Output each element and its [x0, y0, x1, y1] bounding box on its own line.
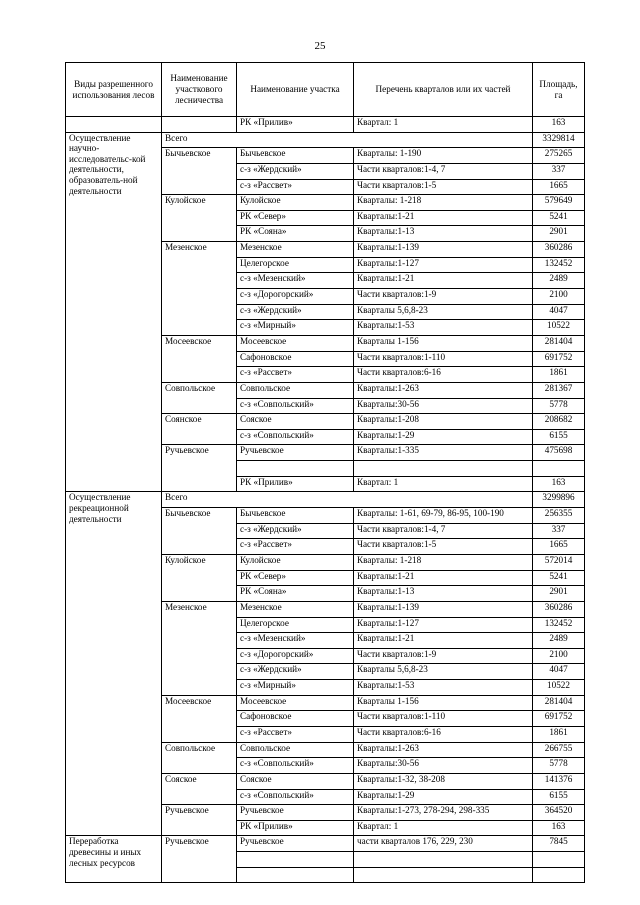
cell-kind: Осуществление рекреационной деятельности	[66, 492, 162, 836]
cell-quarters: Кварталы:1-335	[354, 445, 533, 461]
cell-site: Бычьевское	[237, 508, 354, 524]
cell-area: 1665	[533, 539, 585, 555]
cell-area: 5241	[533, 570, 585, 586]
cell-quarters: Квартал: 1	[354, 476, 533, 492]
cell-quarters: Кварталы:1-53	[354, 680, 533, 696]
cell-quarters: Части кварталов:6-16	[354, 367, 533, 383]
cell-site: с-з «Мирный»	[237, 680, 354, 696]
header-row	[66, 63, 585, 117]
cell-quarters: Части кварталов:1-4, 7	[354, 163, 533, 179]
cell-site: РК «Сояна»	[237, 586, 354, 602]
cell-area: 7845	[533, 836, 585, 852]
cell-area	[533, 852, 585, 868]
cell-site: РК «Север»	[237, 210, 354, 226]
cell-forestry: Бычьевское	[162, 508, 237, 555]
cell-area: 266755	[533, 742, 585, 758]
cell-quarters: Кварталы: 1-218	[354, 554, 533, 570]
cell-area: 275265	[533, 148, 585, 164]
cell-quarters: Части кварталов:1-5	[354, 179, 533, 195]
cell-quarters: Части кварталов:6-16	[354, 726, 533, 742]
cell-area: 3299896	[533, 492, 585, 508]
cell-area: 1665	[533, 179, 585, 195]
cell-quarters: Кварталы:1-53	[354, 320, 533, 336]
cell-quarters: Кварталы:1-29	[354, 429, 533, 445]
cell-site: РК «Север»	[237, 570, 354, 586]
cell-site: с-з «Жердский»	[237, 664, 354, 680]
cell-area: 337	[533, 523, 585, 539]
cell-area: 572014	[533, 554, 585, 570]
header-forestry: Наименование участкового лесничества	[162, 63, 237, 117]
header-area: Площадь, га	[533, 63, 585, 117]
cell-area: 163	[533, 476, 585, 492]
cell-quarters: Квартал: 1	[354, 820, 533, 836]
cell-area: 132452	[533, 257, 585, 273]
cell-area: 5241	[533, 210, 585, 226]
cell-site: Сафоновское	[237, 351, 354, 367]
cell-site: с-з «Дорогорский»	[237, 648, 354, 664]
cell-area: 364520	[533, 805, 585, 821]
cell-site: Сояское	[237, 414, 354, 430]
cell-area: 163	[533, 117, 585, 133]
cell-site: Сояское	[237, 773, 354, 789]
cell-area: 691752	[533, 351, 585, 367]
table-row	[66, 836, 585, 852]
cell-forestry: Соянское	[162, 414, 237, 445]
cell-area: 132452	[533, 617, 585, 633]
forest-use-table	[65, 62, 585, 883]
cell-area: 2901	[533, 226, 585, 242]
cell-forestry: Сояское	[162, 773, 237, 804]
table-row	[66, 132, 585, 148]
cell-quarters: Кварталы:1-29	[354, 789, 533, 805]
cell-site: РК «Прилив»	[237, 117, 354, 133]
cell-forestry	[162, 117, 237, 133]
cell-quarters: Части кварталов:1-4, 7	[354, 523, 533, 539]
cell-area: 5778	[533, 398, 585, 414]
header-site: Наименование участка	[237, 63, 354, 117]
cell-forestry: Кулойское	[162, 554, 237, 601]
cell-quarters: Кварталы:1-13	[354, 586, 533, 602]
cell-site: Мосеевское	[237, 335, 354, 351]
cell-site: Сафоновское	[237, 711, 354, 727]
cell-area: 360286	[533, 601, 585, 617]
cell-quarters	[354, 461, 533, 477]
table-row	[66, 117, 585, 133]
cell-area: 579649	[533, 195, 585, 211]
cell-area: 2100	[533, 289, 585, 305]
cell-quarters: Части кварталов:1-5	[354, 539, 533, 555]
cell-site	[237, 461, 354, 477]
cell-quarters: Кварталы:1-21	[354, 570, 533, 586]
cell-site: РК «Прилив»	[237, 820, 354, 836]
cell-kind	[66, 117, 162, 133]
cell-site: с-з «Мезенский»	[237, 273, 354, 289]
cell-area: 10522	[533, 320, 585, 336]
cell-site: с-з «Жердский»	[237, 523, 354, 539]
cell-kind: Переработка древесины и иных лесных ресурсов	[66, 836, 162, 883]
cell-quarters: Кварталы 5,6,8-23	[354, 304, 533, 320]
cell-site: Ручьевское	[237, 836, 354, 852]
cell-site: Ручьевское	[237, 445, 354, 461]
cell-site: с-з «Мезенский»	[237, 633, 354, 649]
cell-quarters: Кварталы: 1-218	[354, 195, 533, 211]
cell-forestry: Ручьевское	[162, 805, 237, 836]
cell-site: Целегорское	[237, 617, 354, 633]
cell-area: 475698	[533, 445, 585, 461]
cell-area: 281367	[533, 382, 585, 398]
cell-quarters: Кварталы:1-13	[354, 226, 533, 242]
cell-site: Кулойское	[237, 554, 354, 570]
cell-area: 360286	[533, 242, 585, 258]
cell-area: 3329814	[533, 132, 585, 148]
cell-quarters: Кварталы:30-56	[354, 398, 533, 414]
cell-quarters: Части кварталов:1-110	[354, 711, 533, 727]
cell-quarters: Кварталы:1-139	[354, 242, 533, 258]
cell-area: 208682	[533, 414, 585, 430]
cell-quarters: Кварталы: 1-190	[354, 148, 533, 164]
cell-area: 141376	[533, 773, 585, 789]
cell-quarters: Кварталы:1-127	[354, 617, 533, 633]
cell-forestry: Мезенское	[162, 242, 237, 336]
cell-quarters: Кварталы 5,6,8-23	[354, 664, 533, 680]
cell-site: с-з «Совпольский»	[237, 429, 354, 445]
cell-site	[237, 852, 354, 868]
cell-forestry: Ручьевское	[162, 836, 237, 883]
cell-area	[533, 867, 585, 883]
cell-site: РК «Прилив»	[237, 476, 354, 492]
cell-quarters: Части кварталов:1-110	[354, 351, 533, 367]
cell-quarters: Кварталы:1-32, 38-208	[354, 773, 533, 789]
cell-quarters: Кварталы:1-21	[354, 633, 533, 649]
cell-area: 281404	[533, 335, 585, 351]
cell-site: РК «Сояна»	[237, 226, 354, 242]
cell-site: с-з «Жердский»	[237, 304, 354, 320]
cell-area	[533, 461, 585, 477]
cell-quarters: Кварталы:30-56	[354, 758, 533, 774]
cell-quarters: Части кварталов:1-9	[354, 648, 533, 664]
cell-site: Целегорское	[237, 257, 354, 273]
cell-area: 4047	[533, 664, 585, 680]
cell-site: Совпольское	[237, 742, 354, 758]
cell-area: 10522	[533, 680, 585, 696]
cell-forestry: Мосеевское	[162, 695, 237, 742]
cell-quarters: Кварталы:1-139	[354, 601, 533, 617]
cell-forestry: Кулойское	[162, 195, 237, 242]
cell-quarters: Части кварталов:1-9	[354, 289, 533, 305]
cell-quarters: Кварталы 1-156	[354, 335, 533, 351]
header-quarters: Перечень кварталов или их частей	[354, 63, 533, 117]
cell-forestry: Мосеевское	[162, 335, 237, 382]
cell-quarters: Кварталы:1-273, 278-294, 298-335	[354, 805, 533, 821]
cell-area: 2489	[533, 633, 585, 649]
cell-site: Бычьевское	[237, 148, 354, 164]
cell-site: Ручьевское	[237, 805, 354, 821]
table-row	[66, 492, 585, 508]
cell-forestry: Совпольское	[162, 742, 237, 773]
cell-site: с-з «Совпольский»	[237, 398, 354, 414]
cell-quarters: Кварталы:1-127	[354, 257, 533, 273]
cell-site	[237, 867, 354, 883]
cell-quarters: Квартал: 1	[354, 117, 533, 133]
cell-area: 691752	[533, 711, 585, 727]
cell-quarters: части кварталов 176, 229, 230	[354, 836, 533, 852]
cell-site: с-з «Рассвет»	[237, 367, 354, 383]
cell-quarters	[354, 867, 533, 883]
cell-area: 256355	[533, 508, 585, 524]
cell-kind: Осуществление научно-исследовательс-кой деятельности, образователь-ной деятельности	[66, 132, 162, 492]
cell-area: 1861	[533, 367, 585, 383]
cell-site: Мезенское	[237, 601, 354, 617]
cell-site: Мосеевское	[237, 695, 354, 711]
cell-site: Кулойское	[237, 195, 354, 211]
cell-total-label: Всего	[162, 132, 533, 148]
cell-quarters: Кварталы:1-21	[354, 273, 533, 289]
cell-site: с-з «Совпольский»	[237, 758, 354, 774]
cell-area: 6155	[533, 789, 585, 805]
cell-site: с-з «Рассвет»	[237, 539, 354, 555]
cell-forestry: Ручьевское	[162, 445, 237, 492]
cell-site: с-з «Рассвет»	[237, 726, 354, 742]
cell-forestry: Совпольское	[162, 382, 237, 413]
cell-quarters: Кварталы:1-263	[354, 382, 533, 398]
cell-area: 2901	[533, 586, 585, 602]
cell-site: Мезенское	[237, 242, 354, 258]
cell-area: 163	[533, 820, 585, 836]
cell-quarters: Кварталы 1-156	[354, 695, 533, 711]
cell-quarters: Кварталы: 1-61, 69-79, 86-95, 100-190	[354, 508, 533, 524]
cell-quarters: Кварталы:1-263	[354, 742, 533, 758]
cell-site: с-з «Жердский»	[237, 163, 354, 179]
cell-area: 2100	[533, 648, 585, 664]
header-kind: Виды разрешенного использования лесов	[66, 63, 162, 117]
cell-area: 337	[533, 163, 585, 179]
cell-quarters: Кварталы:1-208	[354, 414, 533, 430]
cell-area: 6155	[533, 429, 585, 445]
cell-site: с-з «Совпольский»	[237, 789, 354, 805]
page-number: 25	[314, 40, 326, 52]
cell-area: 1861	[533, 726, 585, 742]
cell-site: с-з «Дорогорский»	[237, 289, 354, 305]
cell-site: Совпольское	[237, 382, 354, 398]
cell-quarters	[354, 852, 533, 868]
cell-forestry: Мезенское	[162, 601, 237, 695]
cell-area: 281404	[533, 695, 585, 711]
cell-total-label: Всего	[162, 492, 533, 508]
cell-site: с-з «Рассвет»	[237, 179, 354, 195]
cell-forestry: Бычьевское	[162, 148, 237, 195]
cell-area: 2489	[533, 273, 585, 289]
cell-site: с-з «Мирный»	[237, 320, 354, 336]
cell-quarters: Кварталы:1-21	[354, 210, 533, 226]
cell-area: 5778	[533, 758, 585, 774]
table-body	[66, 117, 585, 883]
cell-area: 4047	[533, 304, 585, 320]
